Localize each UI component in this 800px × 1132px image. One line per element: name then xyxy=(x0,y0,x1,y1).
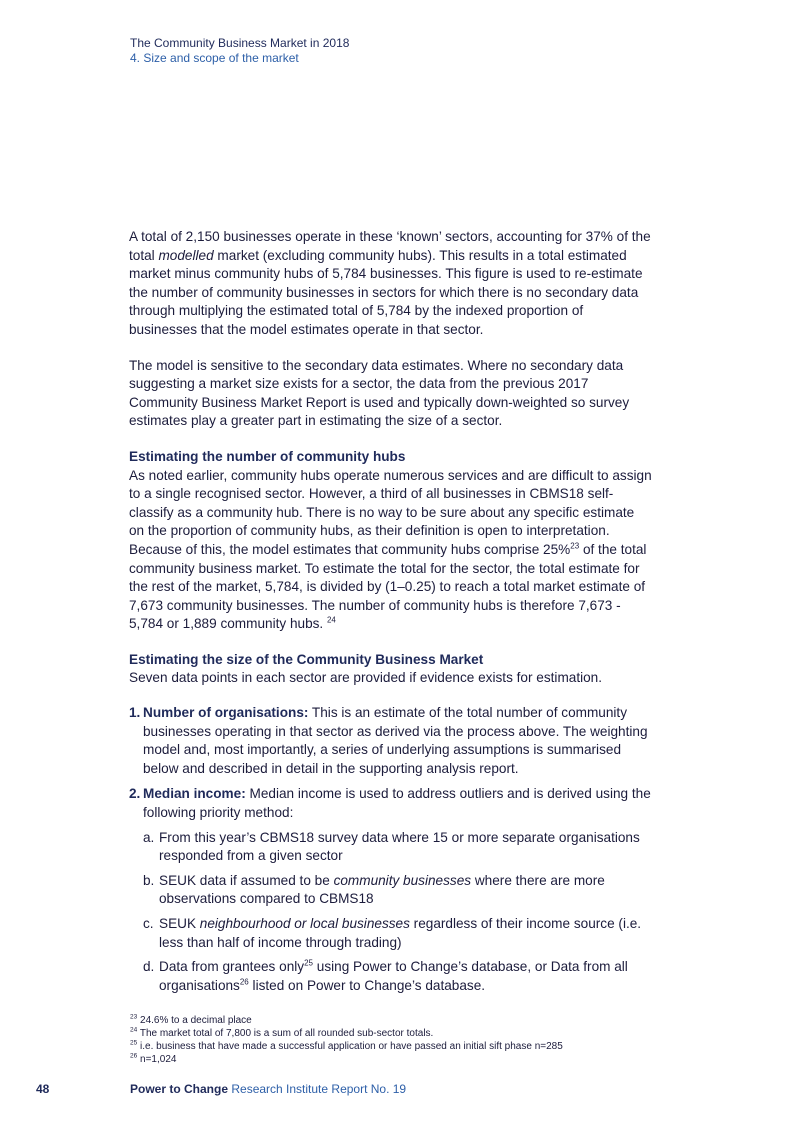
footnote: $^{24}$ The market total of 7,800 is a sum of all rounded sub-sector totals. xyxy=(130,1026,434,1039)
sub-list xyxy=(143,829,653,996)
page-number: 48 xyxy=(36,1082,50,1096)
footer-report-title: Power to Change Research Institute Report No. 19 xyxy=(130,1082,407,1096)
footnotes xyxy=(130,1014,670,1066)
footnote-ref[interactable]: 23 xyxy=(570,541,580,551)
heading-market-size: Estimating the size of the Community Business Market xyxy=(129,651,484,667)
sub-list-item: a. From this year’s CBMS18 survey data where 15 or more separate organisations responded from a given sector xyxy=(143,829,640,864)
document-title: The Community Business Market in 2018 xyxy=(130,36,350,50)
footnote: $^{25}$ i.e. business that have made a successful application or have passed an initial sift phase n=285 xyxy=(130,1039,563,1052)
brand-name: Power to Change xyxy=(130,1082,229,1096)
running-header xyxy=(130,36,349,66)
footnote-ref[interactable]: 25 xyxy=(304,958,313,968)
footnote: $^{26}$ n=1,024 xyxy=(130,1052,177,1065)
paragraph-market-size: Seven data points in each sector are provided if evidence exists for estimation. xyxy=(129,670,603,686)
sub-list-item: c. SEUK neighbourhood or local businesses regardless of their income source (i.e. less than half of income through trading) xyxy=(143,916,642,950)
sub-list-item: b. SEUK data if assumed to be community businesses where there are more observations compared to CBMS18 xyxy=(143,872,605,907)
data-points-list xyxy=(129,704,653,995)
footnote: $^{23}$ 24.6% to a decimal place xyxy=(130,1013,252,1026)
footnote-ref[interactable]: 26 xyxy=(239,977,249,987)
section-community-hubs xyxy=(129,448,653,634)
paragraph-known-sectors: A total of 2,150 businesses operate in these ‘known’ sectors, accounting for 37% of the total modelled market (excluding community hubs). This results in a total estimated market minus community hubs of 5,784 businesses. This figure is used to re-estimate the number of community businesses in sectors for which there is no secondary data through multiplying the estimated total of 5,784 by the indexed proportion of businesses that the model estimates operate in that sector. xyxy=(129,229,651,337)
sub-list-item: d. Data from grantees only$^{25}$ using Power to Change’s database, or Data from all organisations$^{26}$ listed on Power to Change’s database. xyxy=(143,958,628,993)
paragraph-sensitivity: The model is sensitive to the secondary data estimates. Where no secondary data suggesting a market size exists for a sector, the data from the previous 2017 Community Business Market Report is used and typically down-weighted so survey estimates play a greater part in estimating the size of a sector. xyxy=(129,357,630,429)
footnote-ref[interactable]: 24 xyxy=(326,615,336,625)
section-title: 4. Size and scope of the market xyxy=(130,51,299,65)
paragraph-community-hubs: As noted earlier, community hubs operate numerous services and are difficult to assign to a single recognised sector. However, a third of all businesses in CBMS18 self-classify as a community hub. There is no way to be sure about any specific estimate on the proportion of community hubs, as their definition is open to interpretation. Because of this, the model estimates that community hubs comprise 25%$^{23}$ of the total community business market. To estimate the total for the sector, the total estimate for the rest of the market, 5,784, is divided by (1–0.25) to reach a total market estimate of 7,673 community businesses. The number of community hubs is therefore 7,673 - 5,784 or 1,889 community hubs. $^{24}$ xyxy=(129,467,652,632)
main-content xyxy=(129,228,653,1002)
section-market-size xyxy=(129,651,653,688)
list-item: 2. Median income: Median income is used to address outliers and is derived using the following priority method: a. From this year’s CBMS18 survey data where 15 or more separate organisations responded from a given sector b. SEUK data if assumed to be community businesses where there are more observations compared to CBMS18 c. SEUK neighbourhood or local businesses regardless of their income source (i.e. less than half of income through trading) d. Data from grantees only$^{25}$ using Power to Change’s database, or Data from all organisations$^{26}$ listed on Power to Change’s database. xyxy=(129,785,653,995)
heading-community-hubs: Estimating the number of community hubs xyxy=(129,448,406,464)
list-item: 1. Number of organisations: This is an estimate of the total number of community businesses operating in that sector as derived via the process above. The weighting model and, most importantly, a series of underlying assumptions is summarised below and described in detail in the supporting analysis report. xyxy=(129,705,648,776)
